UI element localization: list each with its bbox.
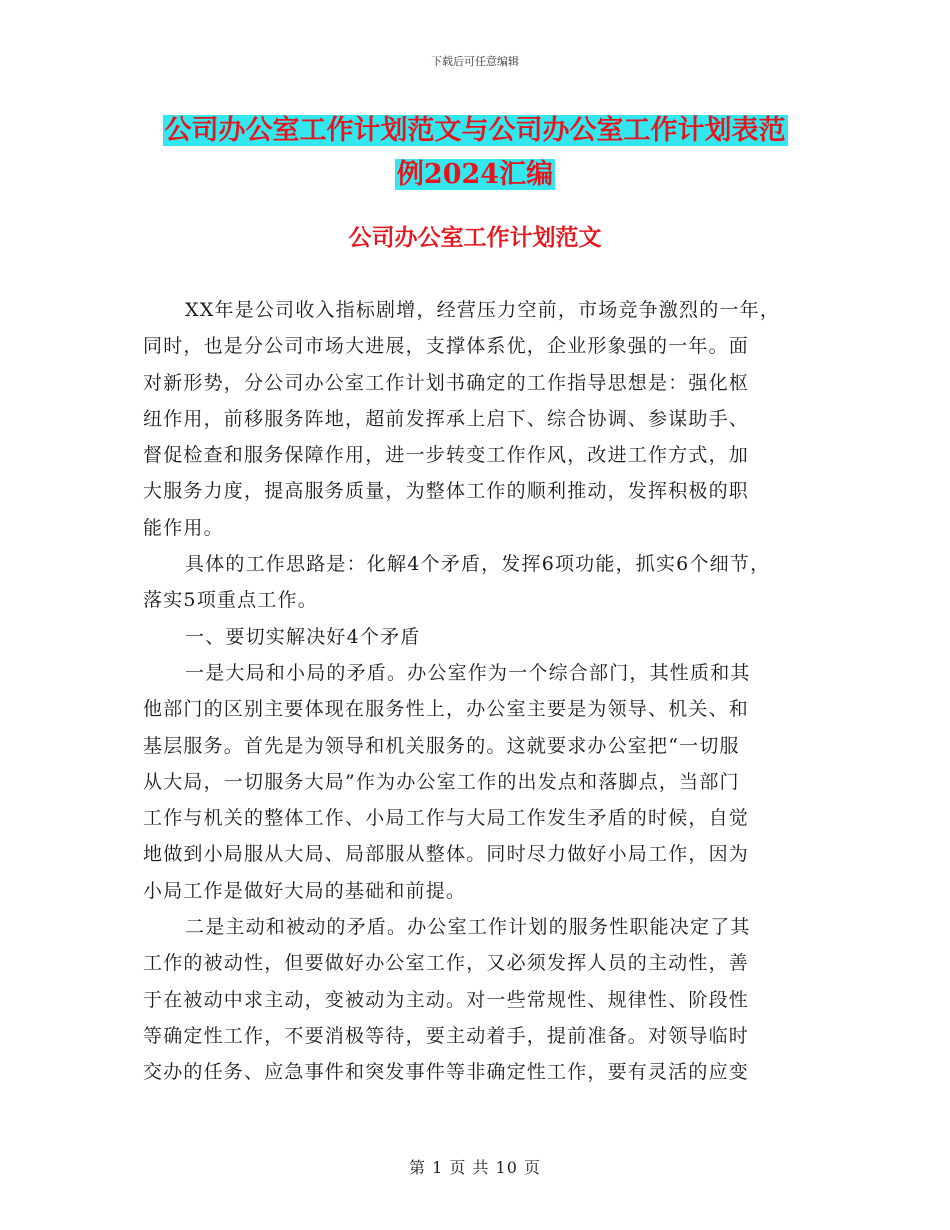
body-line: 交办的任务、应急事件和突发事件等非确定性工作，要有灵活的应变 xyxy=(143,1061,750,1084)
page-footer: 第 1 页 共 10 页 xyxy=(409,1158,541,1177)
document-body xyxy=(143,292,833,1091)
body-line: 从大局，一切服务大局”作为办公室工作的出发点和落脚点，当部门 xyxy=(143,770,740,793)
body-line: 落实5项重点工作。 xyxy=(143,589,318,612)
document-title-line-1-text: 公司办公室工作计划范文与公司办公室工作计划表范 xyxy=(164,115,786,146)
body-line: 地做到小局服从大局、局部服从整体。同时尽力做好小局工作，因为 xyxy=(143,843,750,866)
body-line: 于在被动中求主动，变被动为主动。对一些常规性、规律性、阶段性 xyxy=(143,988,750,1011)
document-title-line-1 xyxy=(0,108,950,154)
body-line: 工作的被动性，但要做好办公室工作，又必须发挥人员的主动性，善 xyxy=(143,952,750,975)
body-line: 同时，也是分公司市场大进展，支撑体系优，企业形象强的一年。面 xyxy=(143,335,750,358)
body-line: 能作用。 xyxy=(143,516,224,539)
header-note: 下载后可任意编辑 xyxy=(431,55,519,68)
body-line: 一是大局和小局的矛盾。办公室作为一个综合部门，其性质和其 xyxy=(185,661,751,684)
document-title-line-2 xyxy=(0,152,950,198)
body-line: 基层服务。首先是为领导和机关服务的。这就要求办公室把“一切服 xyxy=(143,734,740,757)
body-line: 具体的工作思路是：化解4个矛盾，发挥6项功能，抓实6个细节， xyxy=(185,553,771,576)
document-title-line-2-text: 例2024汇编 xyxy=(396,159,554,190)
body-line: 二是主动和被动的矛盾。办公室工作计划的服务性职能决定了其 xyxy=(185,916,751,939)
body-line: 工作与机关的整体工作、小局工作与大局工作发生矛盾的时候，自觉 xyxy=(143,807,750,830)
body-line: 等确定性工作，不要消极等待，要主动着手，提前准备。对领导临时 xyxy=(143,1024,750,1047)
body-line: 纽作用，前移服务阵地，超前发挥承上启下、综合协调、参谋助手、 xyxy=(143,407,750,430)
section-title: 公司办公室工作计划范文 xyxy=(348,224,602,251)
body-line: 督促检查和服务保障作用，进一步转变工作作风，改进工作方式，加 xyxy=(143,444,750,467)
body-line: 对新形势，分公司办公室工作计划书确定的工作指导思想是：强化枢 xyxy=(143,371,750,394)
body-line: 小局工作是做好大局的基础和前提。 xyxy=(143,879,467,902)
body-line: XX年是公司收入指标剧增，经营压力空前，市场竞争激烈的一年， xyxy=(185,299,781,321)
body-line: 大服务力度，提高服务质量，为整体工作的顺利推动，发挥积极的职 xyxy=(143,480,750,503)
body-line: 他部门的区别主要体现在服务性上，办公室主要是为领导、机关、和 xyxy=(143,698,750,721)
body-line: 一、要切实解决好4个矛盾 xyxy=(185,625,421,648)
